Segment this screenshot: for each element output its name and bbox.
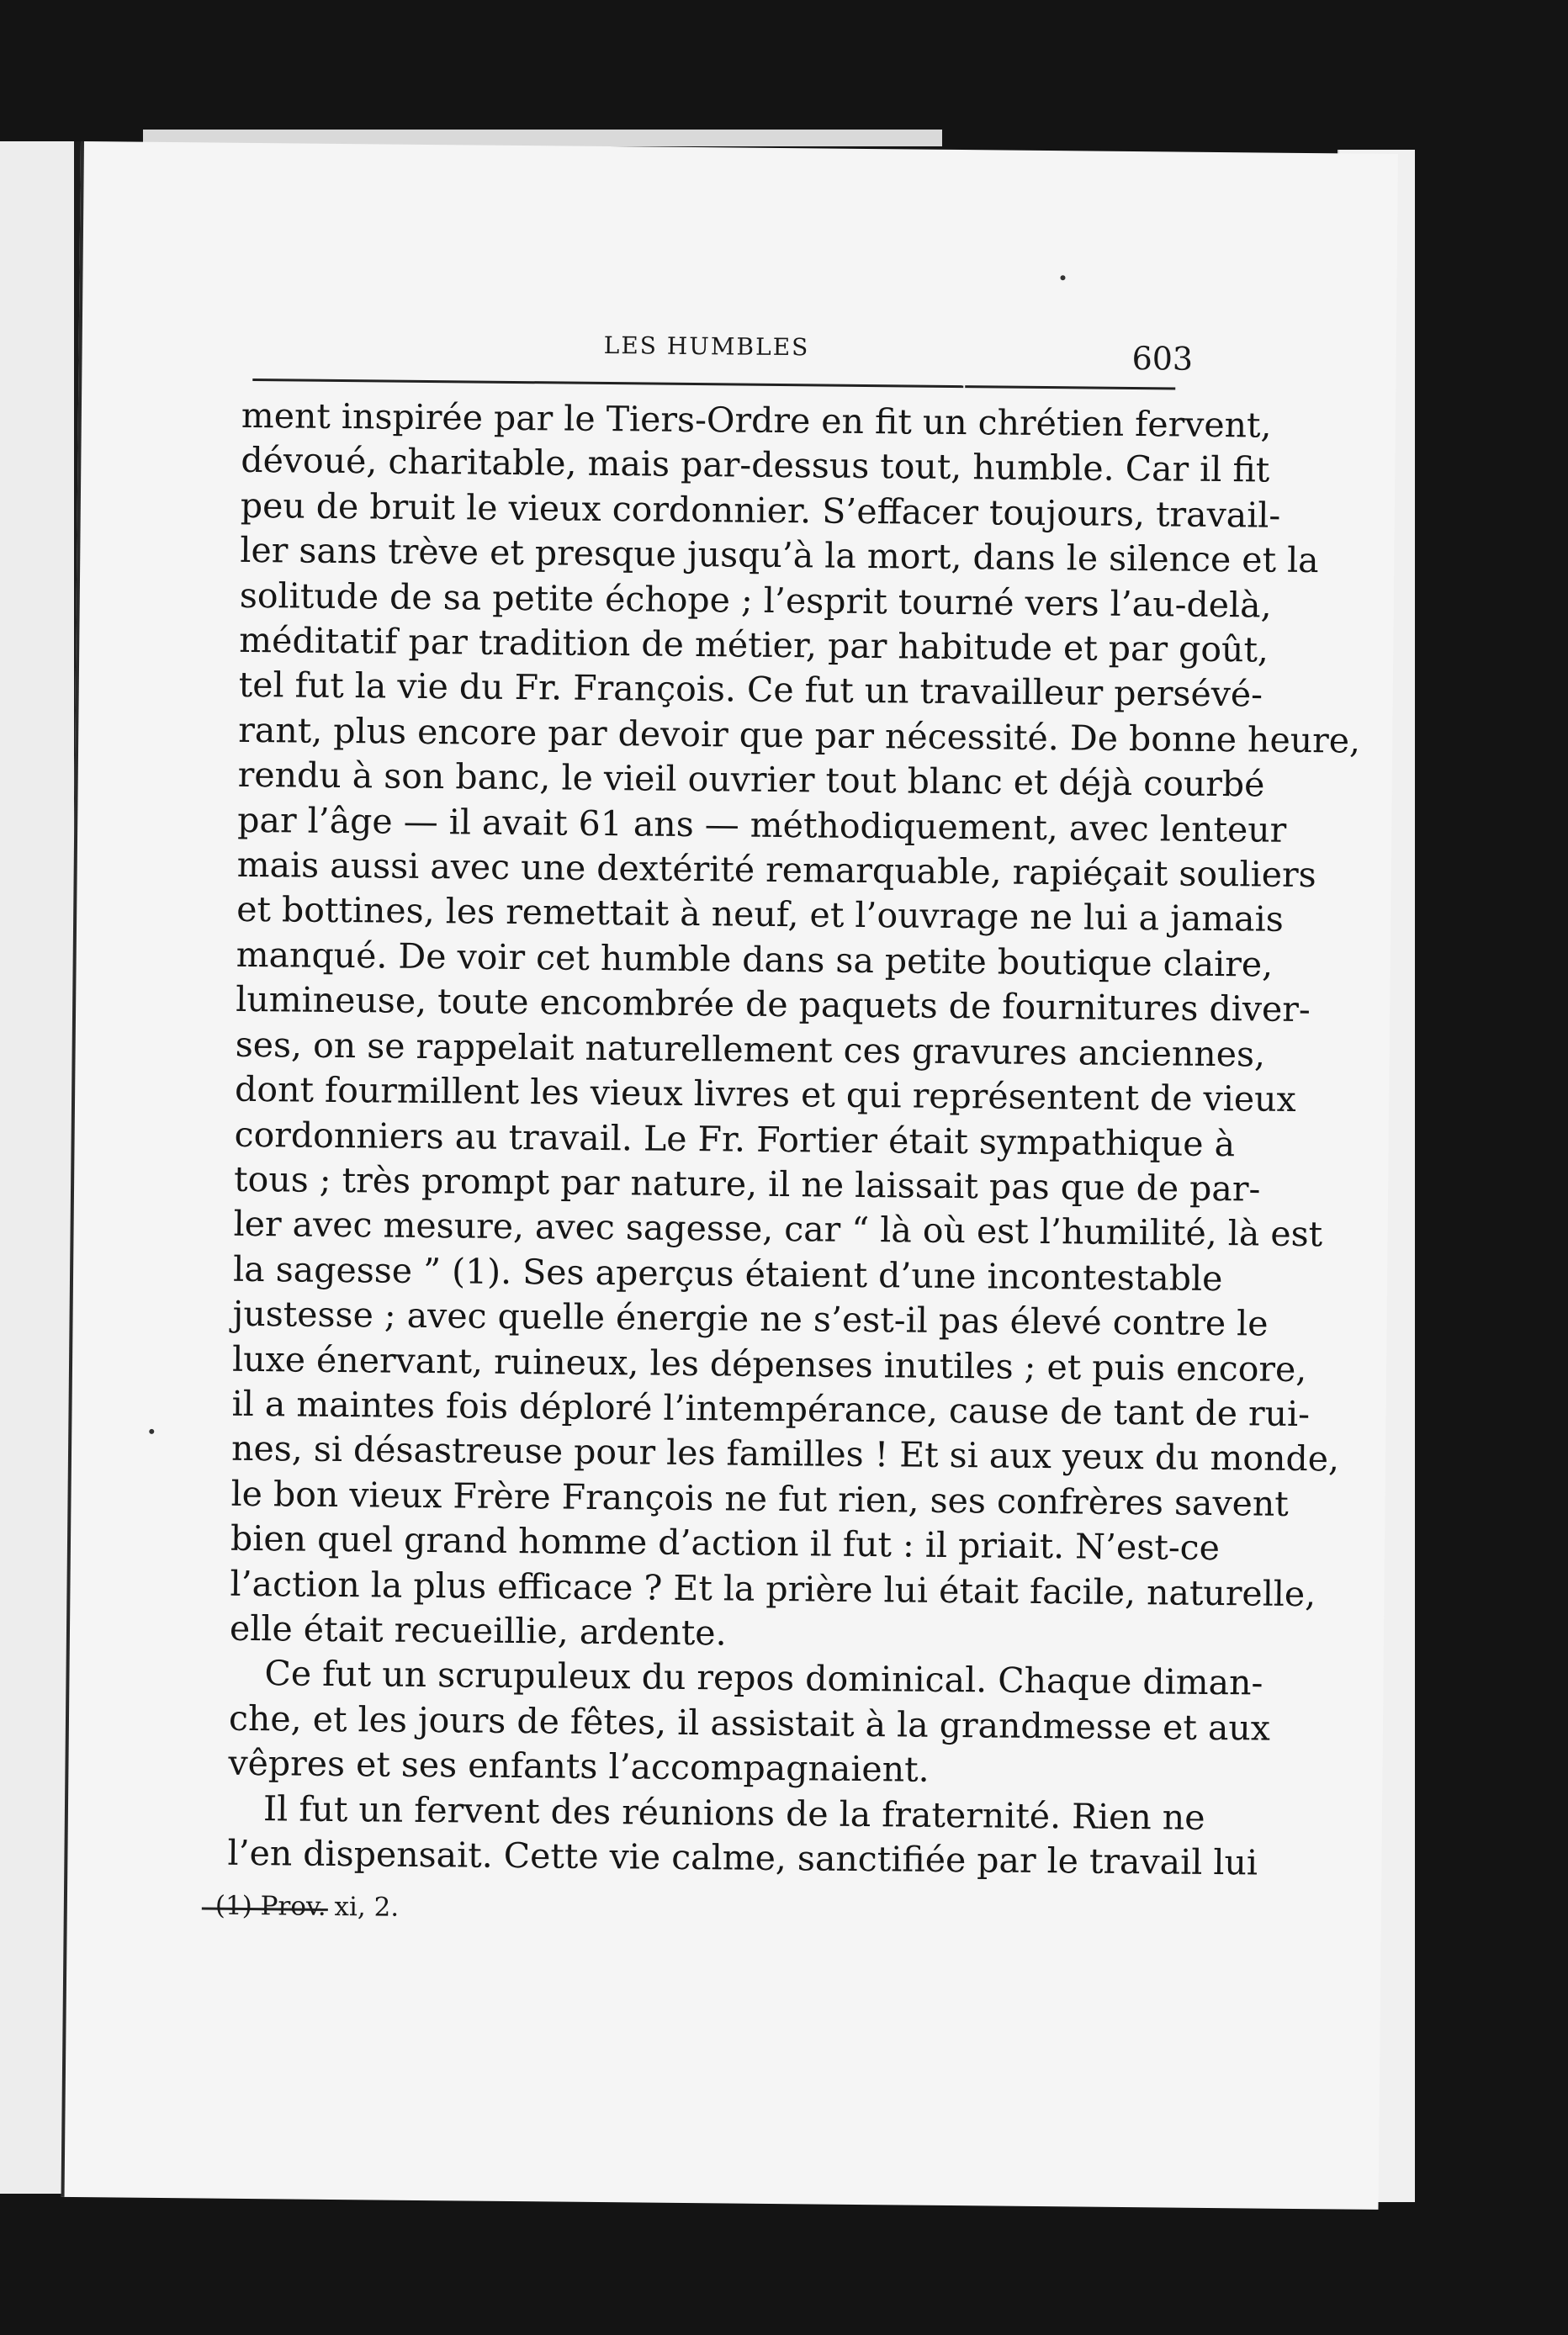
body-line: nes, si désastreuse pour les familles ! Et si aux yeux du monde, (230, 1428, 1340, 1480)
body-line: il a maintes fois déploré l’intempérance, cause de tant de rui- (231, 1383, 1311, 1435)
body-line: lumineuse, toute encombrée de paquets de fournitures diver- (235, 979, 1311, 1030)
body-line: tel fut la vie du Fr. François. Ce fut un travailleur persévé- (238, 664, 1263, 715)
running-title: LES HUMBLES (603, 331, 810, 362)
body-line: justesse ; avec quelle énergie ne s’est-il pas élevé contre le (232, 1293, 1269, 1344)
body-line: Il fut un fervent des réunions de la fraternité. Rien ne (262, 1787, 1205, 1838)
body-line: manqué. De voir cet humble dans sa petite boutique claire, (236, 934, 1274, 985)
body-line: et bottines, les remettait à neuf, et l’ouvrage ne lui a jamais (236, 889, 1284, 940)
body-line: ses, on se rappelait naturellement ces gravures anciennes, (235, 1024, 1266, 1075)
body-line: ler avec mesure, avec sagesse, car “ là où est l’humilité, là est (233, 1204, 1323, 1255)
body-line: dont fourmillent les vieux livres et qui représentent de vieux (234, 1068, 1296, 1120)
header-rule-right (965, 385, 1175, 389)
speck (1060, 275, 1065, 280)
page-number: 603 (1131, 340, 1194, 378)
body-line: l’en dispensait. Cette vie calme, sanctifiée par le travail lui (227, 1832, 1258, 1883)
body-line: ment inspirée par le Tiers-Ordre en fit un chrétien fervent, (241, 394, 1272, 446)
body-line: l’action la plus efficace ? Et la prière lui était facile, naturelle, (230, 1563, 1316, 1614)
body-line: rendu à son banc, le vieil ouvrier tout blanc et déjà courbé (237, 755, 1265, 805)
body-line: par l’âge — il avait 61 ans — méthodiquement, avec lenteur (237, 799, 1287, 850)
body-line: solitude de sa petite échope ; l’esprit tourné vers l’au-delà, (239, 574, 1272, 626)
body-line: cordonniers au travail. Le Fr. Fortier était sympathique à (234, 1114, 1236, 1164)
body-text (227, 394, 1361, 1885)
body-line: vêpres et ses enfants l’accompagnaient. (228, 1742, 930, 1790)
body-line: Ce fut un scrupuleux du repos dominical. Chaque diman- (264, 1653, 1263, 1703)
body-line: dévoué, charitable, mais par-dessus tout, humble. Car il fit (241, 440, 1270, 490)
body-line: elle était recueillie, ardente. (229, 1607, 727, 1654)
header-rule (252, 379, 963, 388)
body-line: luxe énervant, ruineux, les dépenses inutiles ; et puis encore, (231, 1338, 1307, 1390)
body-line: che, et les jours de fêtes, il assistait à la grandmesse et aux (228, 1697, 1271, 1749)
speck (149, 1429, 154, 1434)
body-line: bien quel grand homme d’action il fut : il priait. N’est-ce (230, 1517, 1221, 1569)
body-line: peu de bruit le vieux cordonnier. S’effacer toujours, travail- (240, 484, 1281, 536)
body-line: tous ; très prompt par nature, il ne laissait pas que de par- (233, 1158, 1261, 1210)
body-line: méditatif par tradition de métier, par habitude et par goût, (239, 619, 1269, 670)
body-line: mais aussi avec une dextérité remarquable, rapiéçait souliers (236, 844, 1316, 896)
body-line: rant, plus encore par devoir que par nécessité. De bonne heure, (238, 709, 1361, 761)
body-line: ler sans trève et presque jusqu’à la mort, dans le silence et la (240, 530, 1319, 581)
body-line: la sagesse ” (1). Ses aperçus étaient d’une incontestable (232, 1248, 1223, 1299)
book-page (61, 141, 1398, 2210)
body-line: le bon vieux Frère François ne fut rien, ses confrères savent (230, 1473, 1289, 1524)
footnote: (1) Prov. xi, 2. (215, 1890, 400, 1923)
